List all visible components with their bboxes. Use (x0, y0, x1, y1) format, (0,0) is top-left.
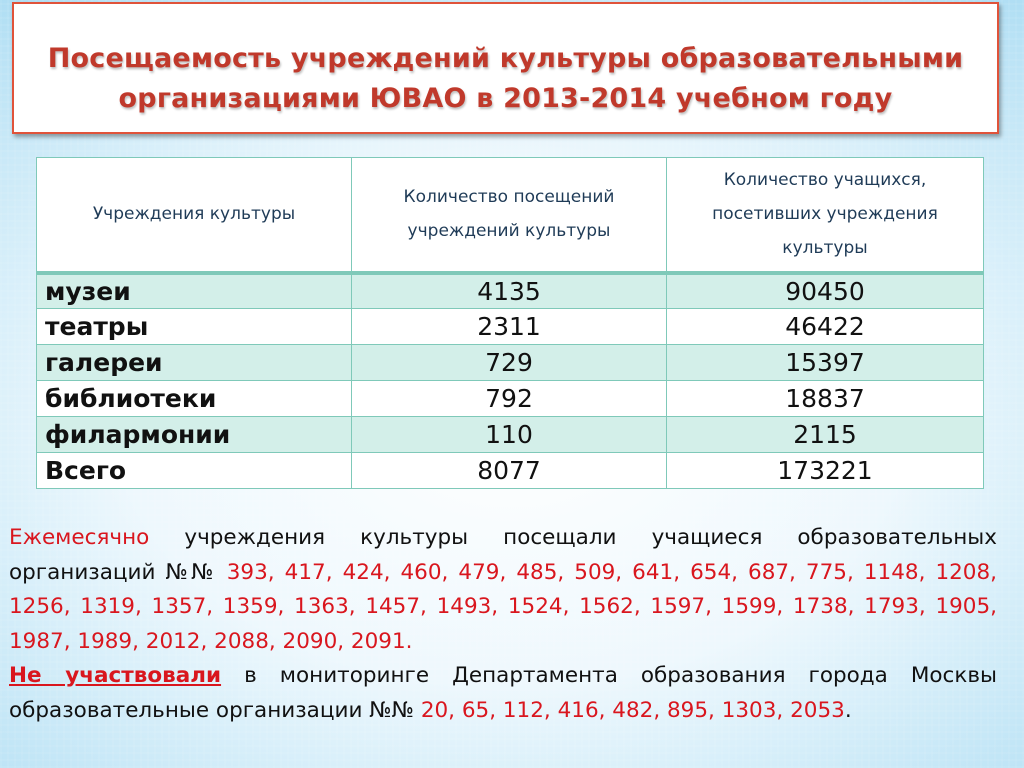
table-row-philharmonics (37, 417, 984, 453)
absent-end: . (844, 697, 852, 723)
row-students: 46422 (667, 309, 984, 345)
row-name: Всего (37, 453, 352, 489)
header-students: Количество учащихся, посетивших учреждения культуры (667, 158, 984, 273)
table-row-galleries (37, 345, 984, 381)
row-students: 2115 (667, 417, 984, 453)
attendance-table (36, 157, 984, 489)
monthly-label: Ежемесячно (9, 525, 150, 550)
header-institutions: Учреждения культуры (37, 158, 352, 273)
row-name: филармонии (37, 417, 352, 453)
row-students: 18837 (667, 381, 984, 417)
row-students: 15397 (667, 345, 984, 381)
row-name: театры (37, 309, 352, 345)
page-title-line-2: организациями ЮВАО в 2013-2014 учебном году (118, 83, 893, 114)
row-visits: 8077 (352, 453, 667, 489)
row-name: музеи (37, 273, 352, 309)
row-name: галереи (37, 345, 352, 381)
notes (9, 521, 997, 728)
table-row-museums (37, 273, 984, 309)
absent-label: Не участвовали (9, 663, 222, 688)
table-row-total (37, 453, 984, 489)
absent-text: в мониторинге Департамента образования города Москвы образовательные организации №№ (9, 663, 998, 723)
row-visits: 2311 (352, 309, 667, 345)
row-visits: 729 (352, 345, 667, 381)
row-visits: 4135 (352, 273, 667, 309)
absent-numbers: 20, 65, 112, 416, 482, 895, 1303, 2053 (420, 697, 845, 723)
monthly-text: учреждения культуры посещали учащиеся образовательных организаций №№ (9, 525, 997, 585)
row-name: библиотеки (37, 381, 352, 417)
table-header-row (37, 158, 984, 273)
table-row-libraries (37, 381, 984, 417)
monthly-numbers: 393, 417, 424, 460, 479, 485, 509, 641, 654, 687, 775, 1148, 1208, 1256, 1319, 1357, 1359, 1363, 1457, 1493, 1524, 1562, 1597, 1599, 1738, 1793, 1905, 1987, 1989, 2012, 2088, 2090, 2091. (9, 559, 997, 654)
row-students: 90450 (667, 273, 984, 309)
row-visits: 792 (352, 381, 667, 417)
row-students: 173221 (667, 453, 984, 489)
row-visits: 110 (352, 417, 667, 453)
page-title-line-1: Посещаемость учреждений культуры образовательными (47, 43, 964, 74)
title-box (12, 2, 999, 134)
header-visits: Количество посещений учреждений культуры (352, 158, 667, 273)
table-row-theatres (37, 309, 984, 345)
page-title (48, 39, 964, 119)
